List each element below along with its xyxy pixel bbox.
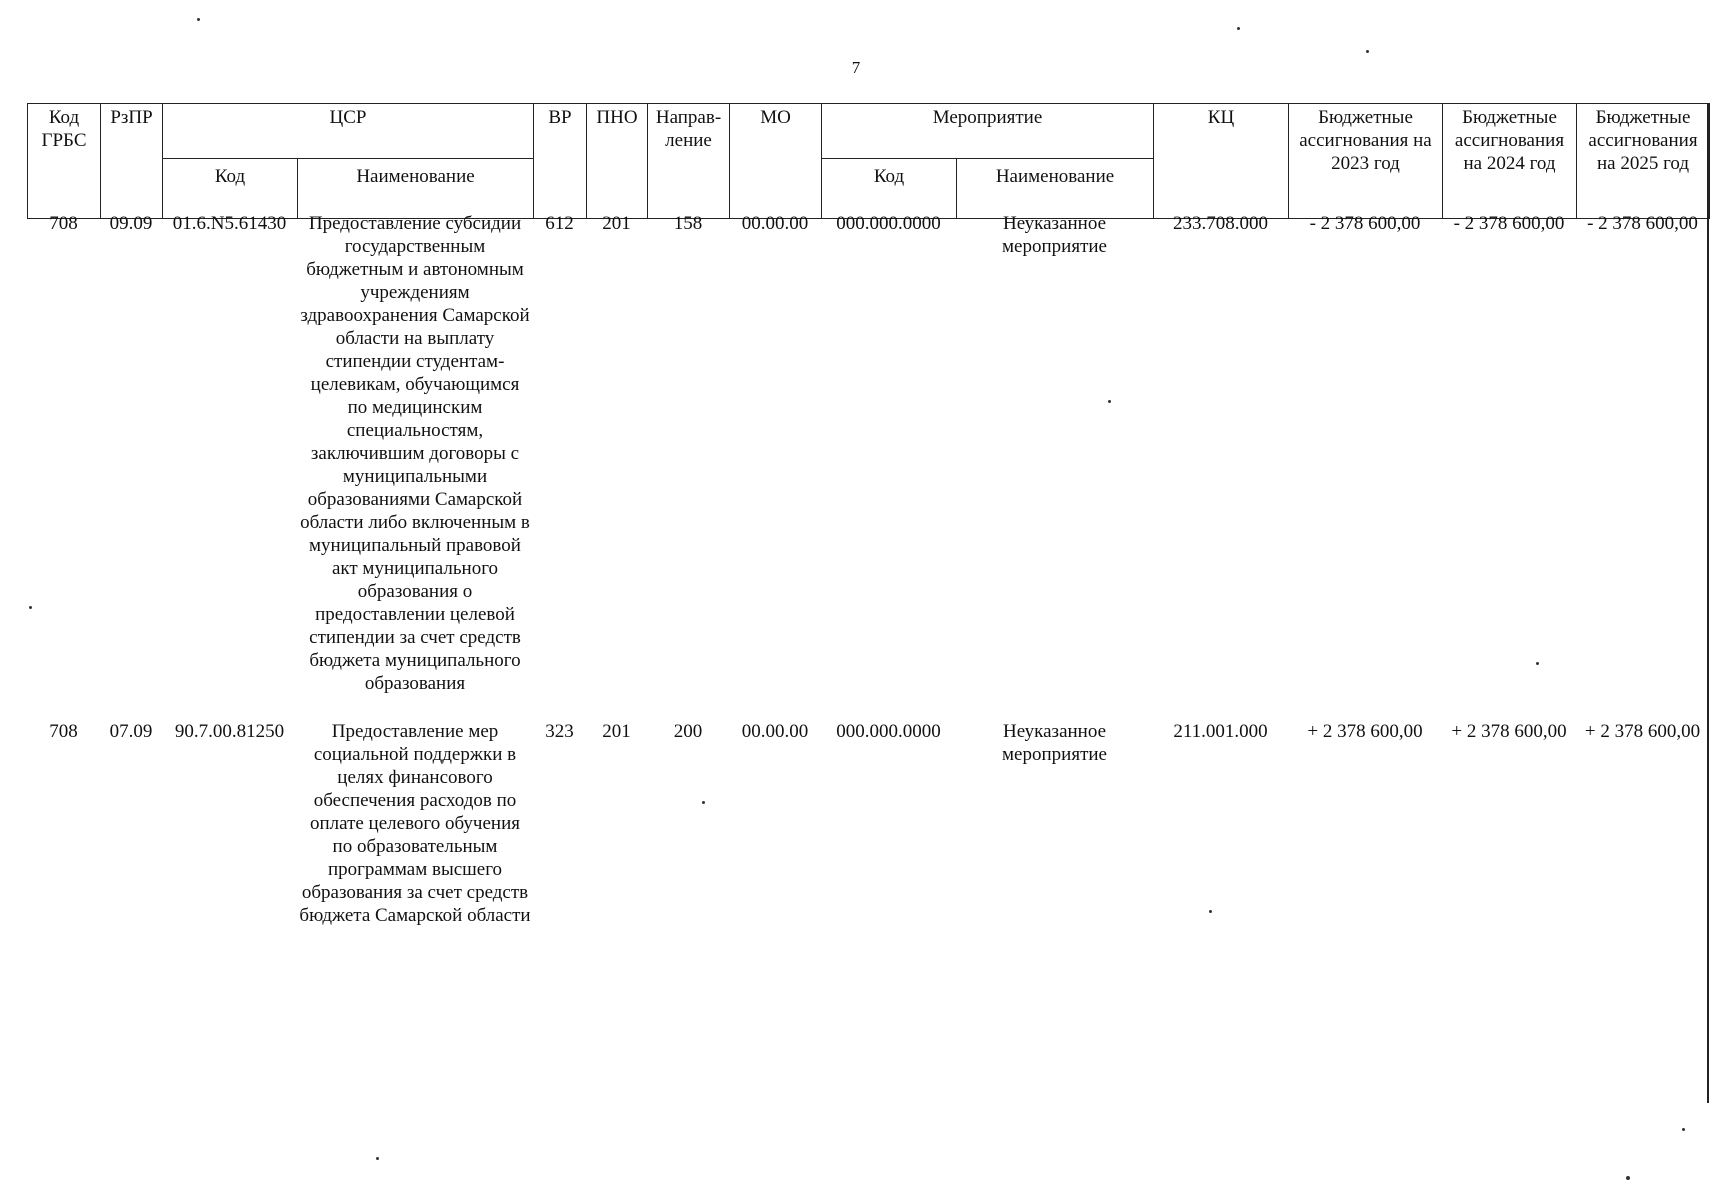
cell-budget-2025: + 2 378 600,00 <box>1584 721 1701 742</box>
header-mo: МО <box>730 104 822 219</box>
cell-mer-code: 000.000.0000 <box>836 721 941 742</box>
cell-kc: 233.708.000 <box>1173 213 1268 234</box>
cell-budget-2023: + 2 378 600,00 <box>1307 721 1423 742</box>
header-kod-grbs: Код ГРБС <box>28 104 101 219</box>
table-header <box>27 103 1710 219</box>
header-csr-name: Наименование <box>298 159 534 219</box>
header-napravlenie: Направ-ление <box>648 104 730 219</box>
table-body <box>27 212 1709 927</box>
scan-speck <box>1108 400 1111 403</box>
cell-vr: 612 <box>545 213 574 234</box>
cell-csr-code: 90.7.00.81250 <box>174 721 285 742</box>
scan-speck <box>1237 27 1240 30</box>
cell-mo: 00.00.00 <box>741 213 809 234</box>
scan-speck <box>1209 910 1212 913</box>
scan-speck <box>1366 50 1369 53</box>
table-row <box>27 212 1709 720</box>
scan-speck <box>29 606 32 609</box>
cell-kod-grbs: 708 <box>49 213 78 234</box>
cell-pno: 201 <box>602 721 631 742</box>
cell-vr: 323 <box>545 721 574 742</box>
cell-rzpr: 09.09 <box>109 213 153 234</box>
header-budget-2025: Бюджетные ассигнования на 2025 год <box>1577 104 1710 219</box>
cell-csr-name: Предоставление субсидии государственным бюджетным и автономным учреждениям здравоохранения Самарской области на выплату стипендии студентам-целевикам, обучающимся по медицинским специальностям, заключившим договоры с муниципальными образованиями Самарской области либо включенным в муниципальный правовой акт муниципального образования о предоставлении целевой стипендии за счет средств бюджета муниципального образования <box>300 213 530 694</box>
header-meropriyatie: Мероприятие <box>822 104 1154 159</box>
header-budget-2023: Бюджетные ассигнования на 2023 год <box>1289 104 1443 219</box>
header-rzpr: РзПР <box>101 104 163 219</box>
cell-rzpr: 07.09 <box>109 721 153 742</box>
scan-speck <box>197 18 200 21</box>
cell-pno: 201 <box>602 213 631 234</box>
header-budget-2024: Бюджетные ассигнования на 2024 год <box>1443 104 1577 219</box>
cell-mer-name: Неуказанное мероприятие <box>1002 213 1107 257</box>
header-mer-code: Код <box>822 159 957 219</box>
cell-csr-code: 01.6.N5.61430 <box>172 213 287 234</box>
scan-speck <box>376 1157 379 1160</box>
cell-kc: 211.001.000 <box>1173 721 1268 742</box>
table-right-border <box>1707 103 1709 1103</box>
cell-napravlenie: 200 <box>673 721 703 742</box>
cell-budget-2024: - 2 378 600,00 <box>1453 213 1565 234</box>
header-kc: КЦ <box>1154 104 1289 219</box>
cell-mer-code: 000.000.0000 <box>836 213 941 234</box>
header-vr: ВР <box>534 104 587 219</box>
cell-budget-2023: - 2 378 600,00 <box>1309 213 1421 234</box>
cell-budget-2024: + 2 378 600,00 <box>1451 721 1567 742</box>
header-csr: ЦСР <box>163 104 534 159</box>
cell-kod-grbs: 708 <box>49 721 78 742</box>
scan-speck <box>1536 662 1539 665</box>
cell-csr-name: Предоставление мер социальной поддержки в целях финансового обеспечения расходов по оплате целевого обучения по образовательным программам высшего образования за счет средств бюджета Самарской области <box>299 721 531 926</box>
table-row <box>27 720 1709 927</box>
cell-budget-2025: - 2 378 600,00 <box>1587 213 1698 234</box>
scan-speck <box>1682 1128 1685 1131</box>
cell-mer-name: Неуказанное мероприятие <box>1002 721 1107 765</box>
header-csr-code: Код <box>163 159 298 219</box>
page-number: 7 <box>851 58 861 77</box>
header-mer-name: Наименование <box>957 159 1154 219</box>
header-pno: ПНО <box>587 104 648 219</box>
scan-speck <box>702 801 705 804</box>
scan-speck <box>1626 1176 1630 1180</box>
cell-mo: 00.00.00 <box>741 721 809 742</box>
cell-napravlenie: 158 <box>673 213 703 234</box>
